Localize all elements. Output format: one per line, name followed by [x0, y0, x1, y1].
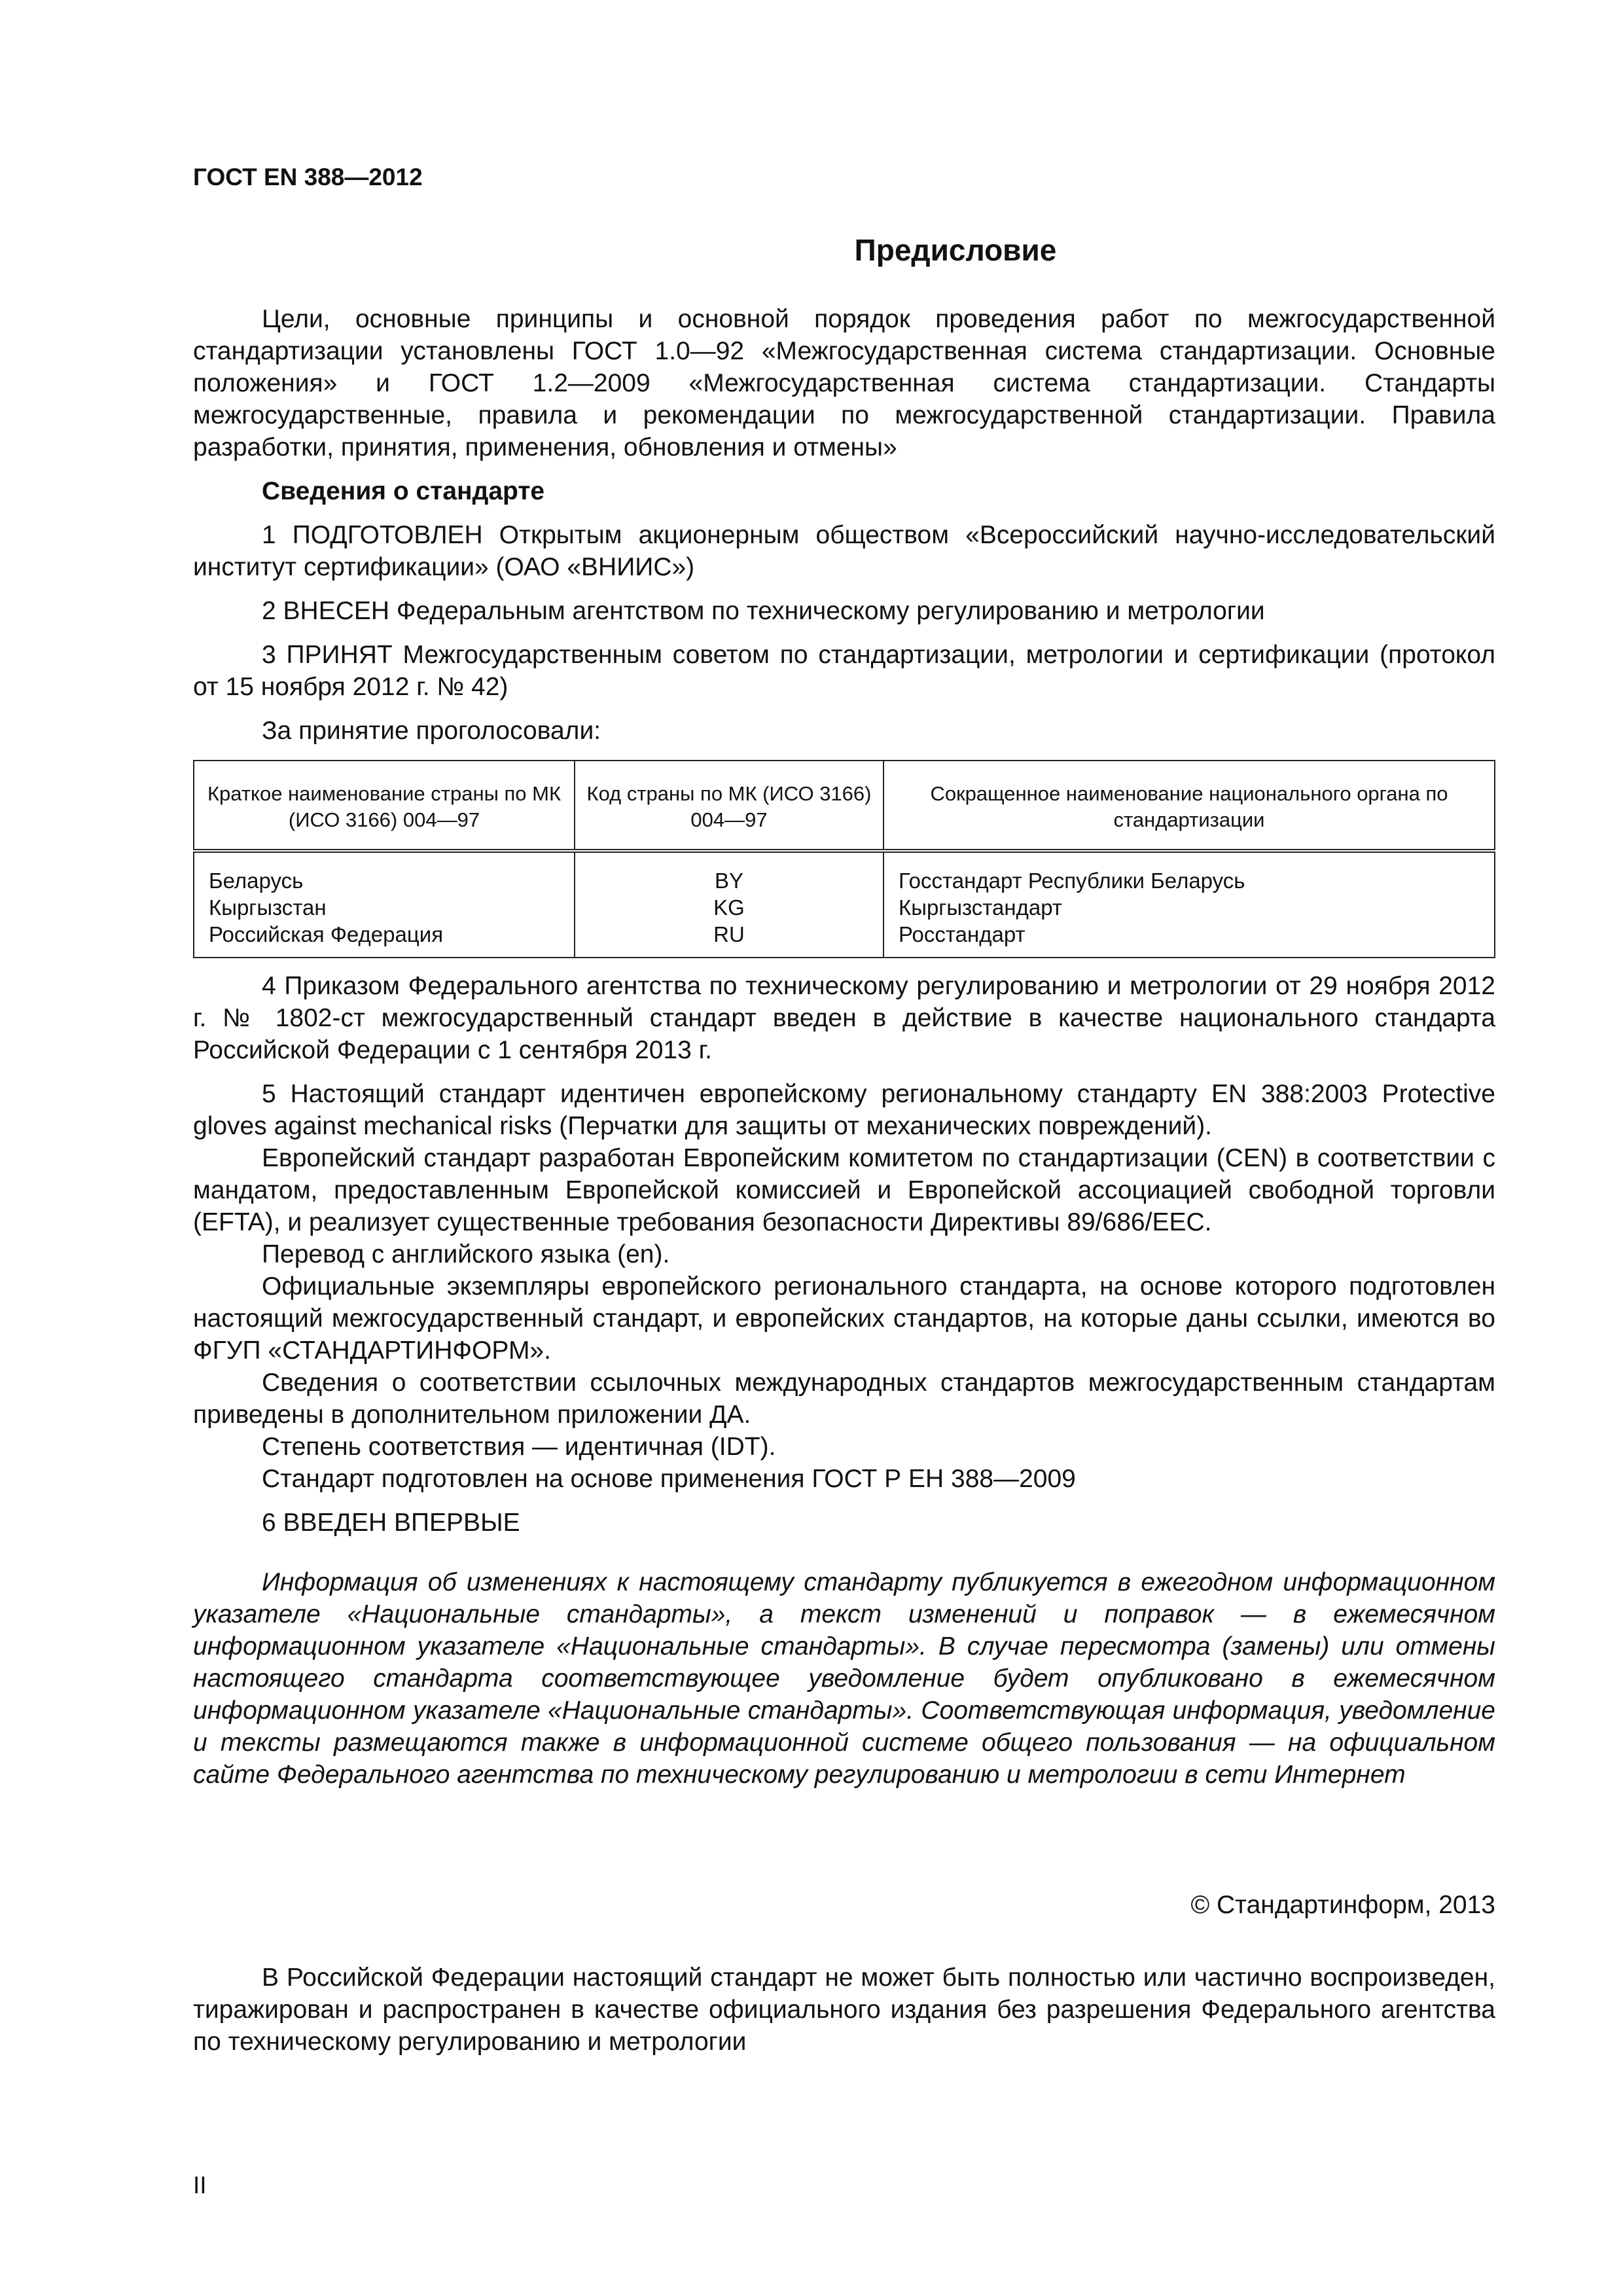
- document-header: ГОСТ EN 388—2012: [193, 164, 423, 190]
- item-5-paragraph: Сведения о соответствии ссылочных международных стандартов межгосударственным стандартам приведены в дополнительном приложении ДА.: [193, 1369, 1495, 1429]
- item-5-paragraph: Стандарт подготовлен на основе применения ГОСТ Р ЕН 388—2009: [262, 1465, 1076, 1493]
- item-5-paragraph: Степень соответствия — идентичная (IDT).: [262, 1433, 776, 1461]
- table-cell: Госстандарт Республики Беларусь: [883, 851, 1495, 894]
- table-row: [194, 894, 1495, 921]
- table-cell: Российская Федерация: [194, 921, 575, 958]
- content: [193, 303, 1495, 2058]
- table-cell: Росстандарт: [883, 921, 1495, 958]
- item-5-paragraph: Перевод с английского языка (en).: [262, 1240, 670, 1268]
- item-1: 1 ПОДГОТОВЛЕН Открытым акционерным обществом «Всероссийский научно-исследовательский институт сертификации» (ОАО «ВНИИС»): [193, 521, 1495, 581]
- subheading: Сведения о стандарте: [262, 477, 545, 505]
- table-header-cell: Краткое наименование страны по МК (ИСО 3166) 004—97: [194, 761, 575, 851]
- section-title: Предисловие: [854, 233, 1057, 267]
- item-5-paragraph: Европейский стандарт разработан Европейским комитетом по стандартизации (CEN) в соответствии с мандатом, предоставленным Европейской комиссией и Европейской ассоциацией свободной торговли (EFTA), и реализует существенные требования безопасности Директивы 89/686/ЕЕС.: [193, 1144, 1495, 1236]
- item-2: 2 ВНЕСЕН Федеральным агентством по техническому регулированию и метрологии: [262, 597, 1265, 625]
- rights-notice: В Российской Федерации настоящий стандарт не может быть полностью или частично воспроизведен, тиражирован и распространен в качестве официального издания без разрешения Федерального агентства по техническому регулированию и метрологии: [193, 1964, 1495, 2056]
- item-6: 6 ВВЕДЕН ВПЕРВЫЕ: [262, 1509, 520, 1537]
- item-4: 4 Приказом Федерального агентства по техническому регулированию и метрологии от 29 ноября 2012 г. № 1802-ст межгосударственный стандарт введен в действие в качестве национального стандарта Российской Федерации с 1 сентября 2013 г.: [193, 972, 1495, 1064]
- table-cell: Беларусь: [194, 851, 575, 894]
- table-cell: Кыргызстан: [194, 894, 575, 921]
- item-5-paragraph: Официальные экземпляры европейского регионального стандарта, на основе которого подготовлен настоящий межгосударственный стандарт, и европейских стандартов, на которые даны ссылки, имеются во ФГУП «СТАНДАРТИНФОРМ».: [193, 1272, 1495, 1365]
- item-3: 3 ПРИНЯТ Межгосударственным советом по стандартизации, метрологии и сертификации (протокол от 15 ноября 2012 г. № 42): [193, 641, 1495, 701]
- copyright: © Стандартинформ, 2013: [1190, 1891, 1495, 1919]
- table-cell: RU: [575, 921, 883, 958]
- info-notice: Информация об изменениях к настоящему стандарту публикуется в ежегодном информационном указателе «Национальные стандарты», а текст изменений и поправок — в ежемесячном информационном указателе «Национальные стандарты». В случае пересмотра (замены) или отмены настоящего стандарта соответствующее уведомление будет опубликовано в ежемесячном информационном указателе «Национальные стандарты». Соответствующая информация, уведомление и тексты размещаются также в информационной системе общего пользования — на официальном сайте Федерального агентства по техническому регулированию и метрологии в сети Интернет: [193, 1568, 1495, 1789]
- table-row: [194, 921, 1495, 958]
- intro-paragraph: Цели, основные принципы и основной порядок проведения работ по межгосударственной стандартизации установлены ГОСТ 1.0—92 «Межгосударственная система стандартизации. Основные положения» и ГОСТ 1.2—2009 «Межгосударственная система стандартизации. Стандарты межгосударственные, правила и рекомендации по межгосударственной стандартизации. Правила разработки, принятия, применения, обновления и отмены»: [193, 305, 1495, 461]
- voted-label: За принятие проголосовали:: [262, 717, 601, 745]
- item-5: 5 Настоящий стандарт идентичен европейскому региональному стандарту EN 388:2003 Protective gloves against mechanical risks (Перчатки для защиты от механических повреждений).: [193, 1080, 1495, 1140]
- table-header-cell: Сокращенное наименование национального органа по стандартизации: [883, 761, 1495, 851]
- table-cell: BY: [575, 851, 883, 894]
- voting-table: [193, 760, 1495, 958]
- table-cell: Кыргызстандарт: [883, 894, 1495, 921]
- page-number: II: [193, 2172, 207, 2198]
- table-cell: KG: [575, 894, 883, 921]
- table-header-row: [194, 761, 1495, 851]
- table-header-cell: Код страны по МК (ИСО 3166) 004—97: [575, 761, 883, 851]
- table-row: [194, 851, 1495, 894]
